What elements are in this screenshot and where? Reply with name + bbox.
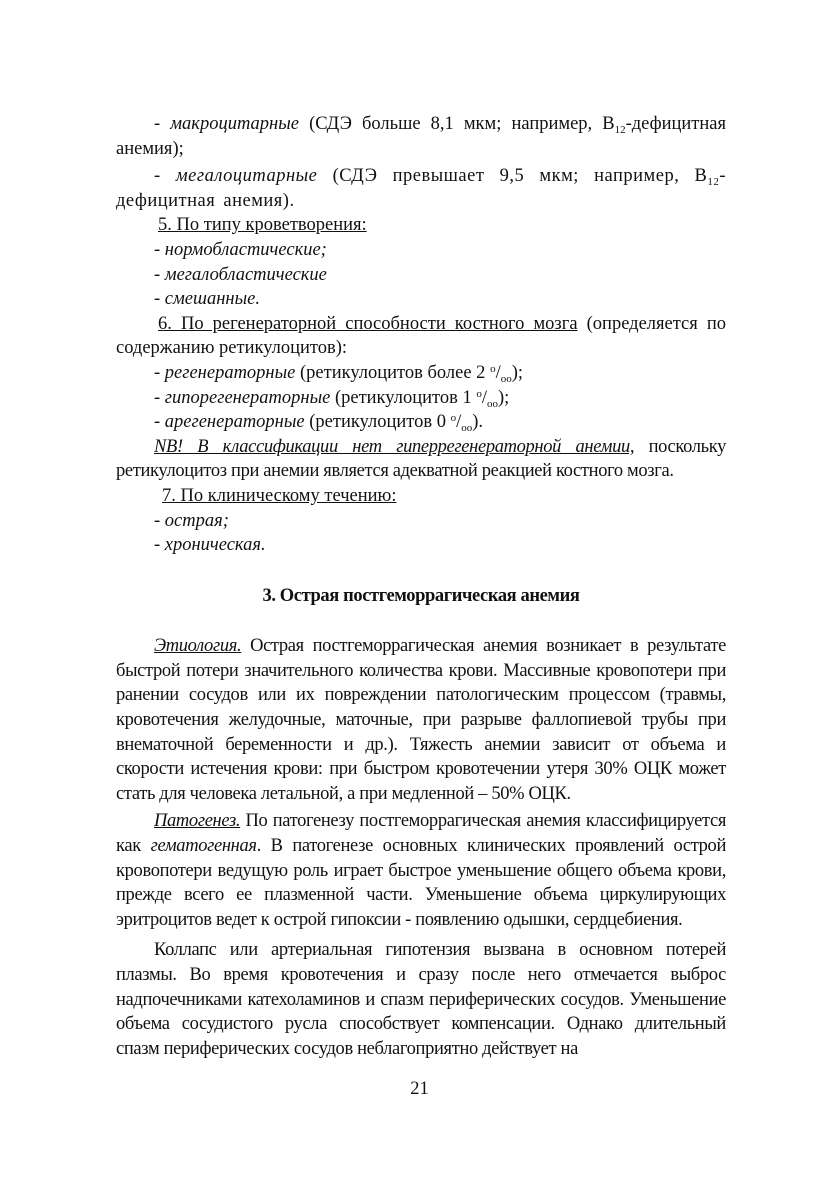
list-item: - острая; — [154, 510, 229, 531]
paragraph-collapse: Коллапс или артериальная гипотензия вызвана в основном потерей плазмы. Во время кровотечения и сразу после него отмечается выброс надпочечниками катехоламинов и спазм периферических сосудов. Уменьшение объема сосудистого русла способствует компенсации. Однако длительный спазм периферических сосудов неблагоприятно действует на — [116, 940, 726, 1059]
nb-note: NB! В классификации нет гиперрегенераторной анемии, поскольку ретикулоцитоз при анемии является адекватной реакцией костного мозга. — [116, 436, 726, 482]
list-item: - регенераторные (ретикулоцитов более 2 $^о/_{оо}$); — [154, 362, 524, 385]
term-megalocytic: мегалоцитарные — [175, 166, 318, 187]
list-item: - хроническая. — [154, 535, 266, 556]
list-item: - смешанные. — [154, 289, 260, 310]
list-item: - нормобластические; — [154, 239, 327, 260]
section-title: 3. Острая постгеморрагическая анемия — [262, 585, 580, 606]
page-body — [116, 112, 726, 1061]
list-item: - арегенераторные (ретикулоцитов 0 $^о/_{оо}$). — [154, 412, 484, 435]
paragraph-etiology: Этиология. Острая постгеморрагическая анемия возникает в результате быстрой потери значительного количества крови. Массивные кровопотери при ранении сосудов или их повреждении патологическим процессом (травмы, кровотечения желудочные, маточные, при разрыве фаллопиевой трубы при внематочной беременности и др.). Тяжесть анемии зависит от объема и скорости истечения крови: при быстром кровотечении утеря 30% ОЦК может стать для человека летальной, а при медленной – 50% ОЦК. — [116, 636, 726, 804]
page-number: 21 — [410, 1079, 429, 1099]
heading-regeneration: 6. По регенераторной способности костного мозга (определяется по содержанию ретикулоцитов): — [116, 313, 727, 359]
item-macrocytic: - макроцитарные (СДЭ больше 8,1 мкм; например, $В_{12}$-дефицитная анемия); — [116, 114, 727, 159]
heading-course: 7. По клиническому течению: — [162, 485, 397, 506]
paragraph-pathogenesis: Патогенез. По патогенезу постгеморрагическая анемия классифицируется как гематогенная. В патогенезе основных клинических проявлений острой кровопотери ведущую роль играет быстрое уменьшение общего объема крови, прежде всего ее плазменной части. Уменьшение объема циркулирующих эритроцитов ведет к острой гипоксии - появлению одышки, сердцебиения. — [116, 811, 727, 930]
list-item: - гипорегенераторные (ретикулоцитов 1 $^о/_{оо}$); — [154, 387, 510, 410]
list-item: - мегалобластические — [154, 264, 327, 285]
heading-hematopoiesis: 5. По типу кроветворения: — [158, 215, 367, 236]
item-megalocytic: - мегалоцитарные (СДЭ превышает 9,5 мкм; например, $В_{12}$-дефицитная анемия). — [116, 166, 727, 211]
term-macrocytic: макроцитарные — [170, 114, 299, 134]
